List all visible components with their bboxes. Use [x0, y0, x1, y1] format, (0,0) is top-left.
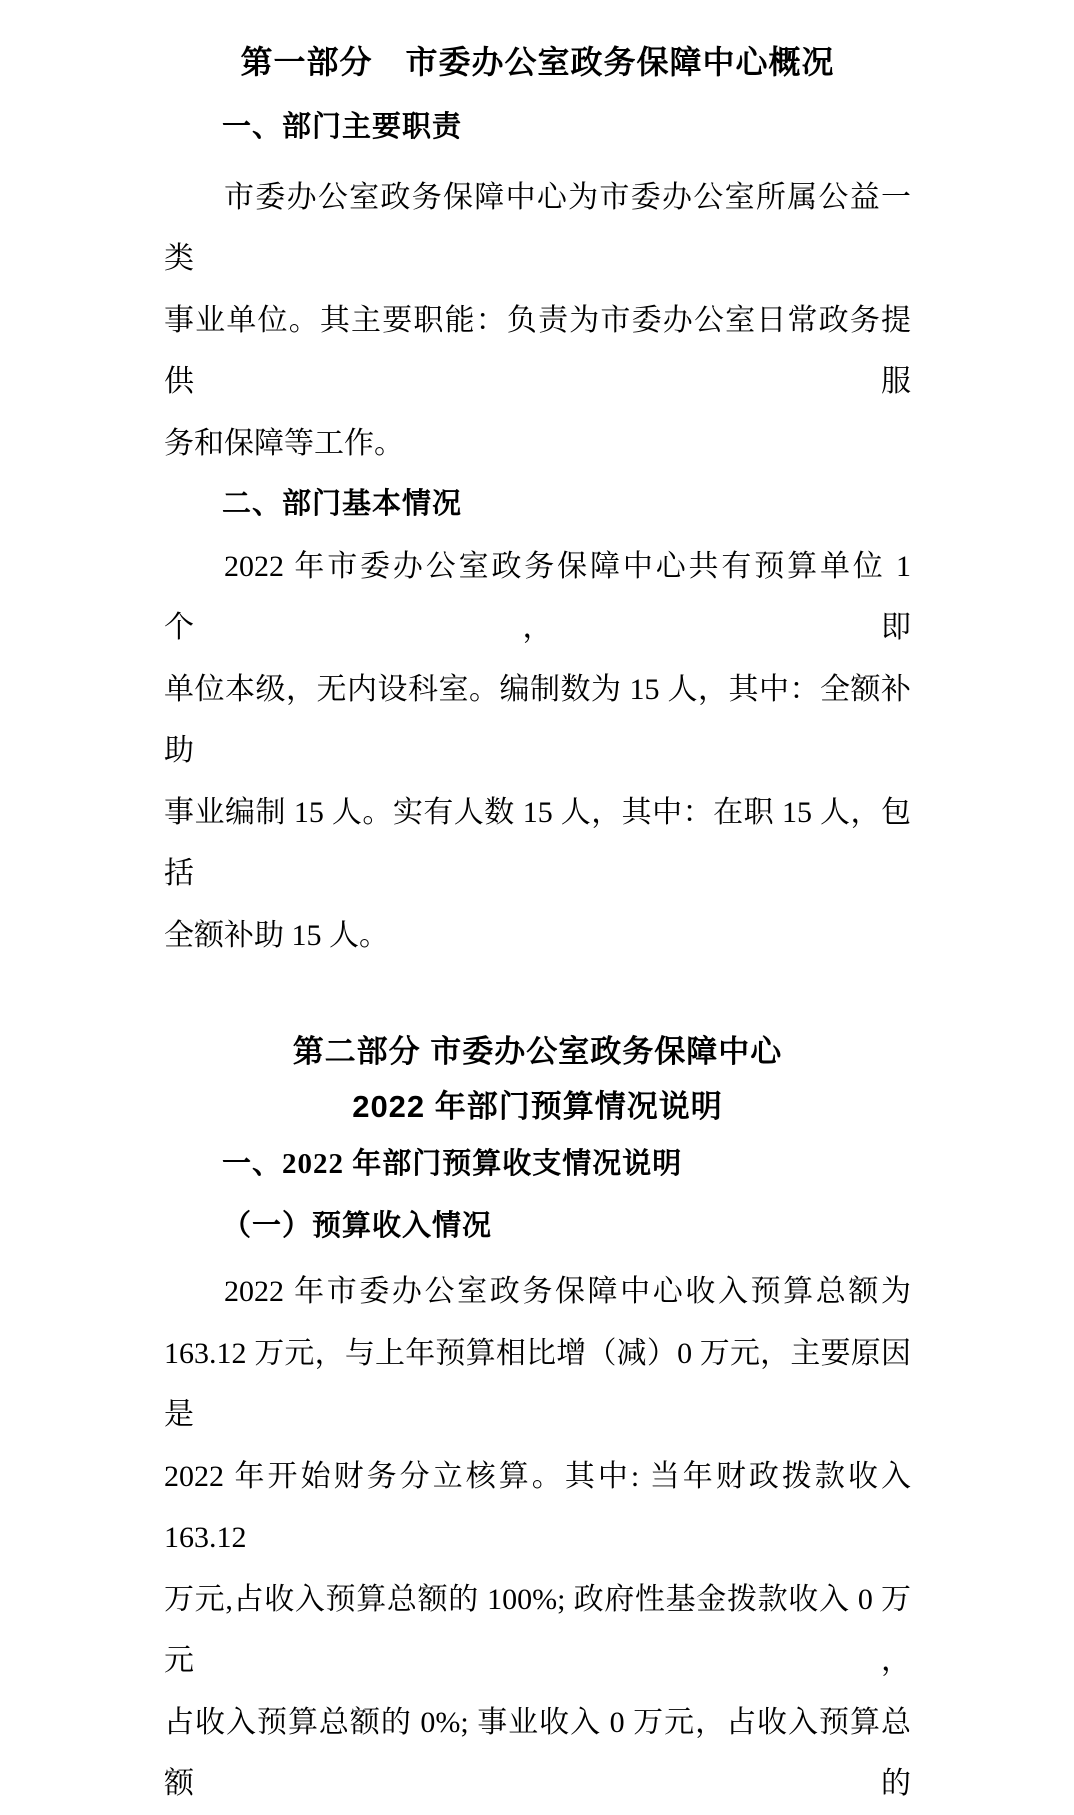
paragraph-line: 市委办公室政务保障中心为市委办公室所属公益一类	[164, 180, 911, 275]
duties-paragraph	[164, 167, 911, 475]
paragraph-line: 事业编制 15 人。实有人数 15 人，其中：在职 15 人，包括	[164, 795, 911, 890]
paragraph-line: 全额补助 15 人。	[164, 918, 389, 952]
paragraph-line: 单位本级，无内设科室。编制数为 15 人，其中：全额补助	[164, 672, 911, 767]
part2-title-line2: 2022 年部门预算情况说明	[352, 1089, 723, 1124]
part2-title	[164, 1024, 911, 1134]
paragraph-line: 2022 年市委办公室政务保障中心收入预算总额为	[224, 1275, 911, 1308]
paragraph-line: 163.12 万元，与上年预算相比增（减）0 万元，主要原因是	[164, 1336, 911, 1431]
part1-duties-heading: 一、部门主要职责	[222, 111, 463, 143]
part2-overview-heading: 一、2022 年部门预算收支情况说明	[222, 1148, 683, 1180]
basic-paragraph	[164, 536, 911, 967]
paragraph-line: 万元,占收入预算总额的 100%; 政府性基金拨款收入 0 万元，	[164, 1582, 911, 1677]
part1-basic-heading: 二、部门基本情况	[222, 488, 463, 520]
part2-title-line1: 第二部分 市委办公室政务保障中心	[292, 1034, 783, 1069]
paragraph-line: 占收入预算总额的 0%; 事业收入 0 万元，占收入预算总额的	[164, 1705, 911, 1800]
income-paragraph	[164, 1261, 911, 1815]
part1-title: 第一部分 市委办公室政务保障中心概况	[240, 44, 835, 80]
paragraph-line: 2022 年市委办公室政务保障中心共有预算单位 1 个，即	[164, 549, 911, 644]
paragraph-line: 务和保障等工作。	[164, 426, 404, 460]
paragraph-line: 事业单位。其主要职能：负责为市委办公室日常政务提供服	[164, 303, 911, 398]
paragraph-line: 2022 年开始财务分立核算。其中: 当年财政拨款收入 163.12	[164, 1459, 911, 1554]
part2-income-heading: （一）预算收入情况	[222, 1209, 493, 1242]
